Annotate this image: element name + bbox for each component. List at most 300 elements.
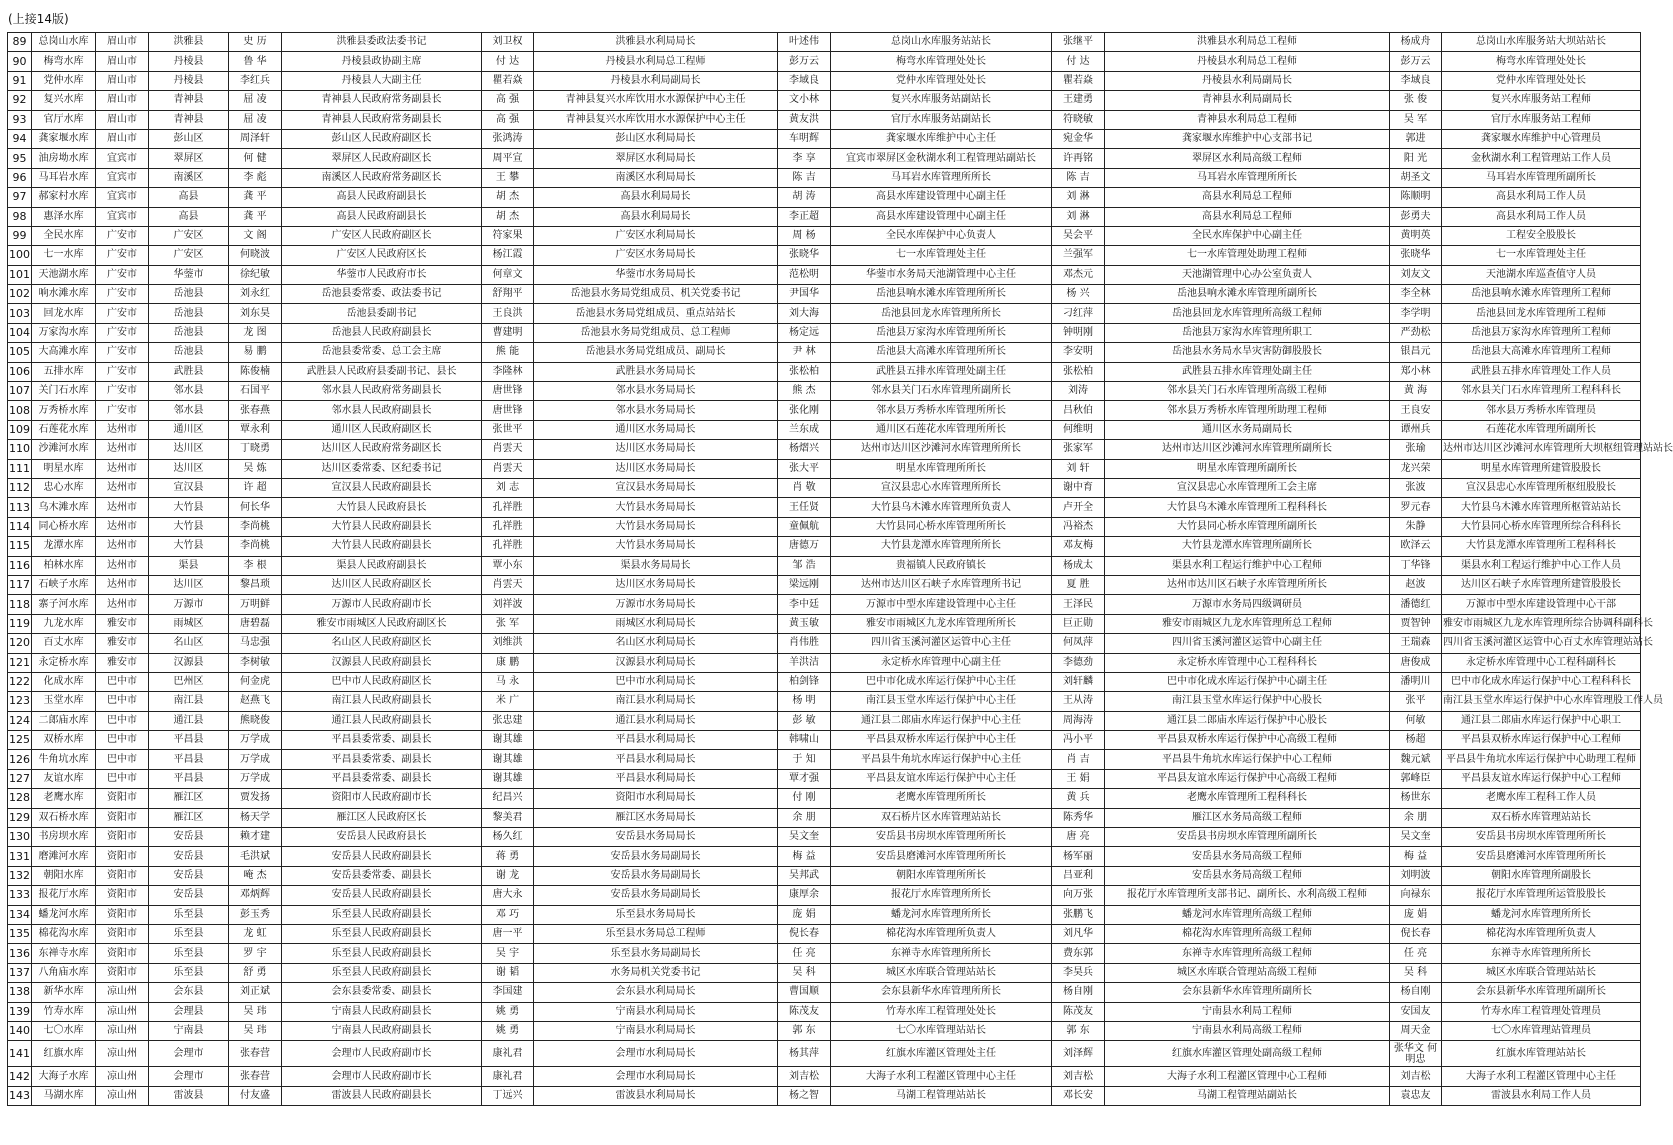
cell-gov-responsible-title: 南溪区人民政府常务副区长 [282, 168, 482, 187]
cell-dept-responsible-title: 宣汉县水务局局长 [534, 478, 778, 497]
cell-county: 会理县 [149, 1002, 229, 1021]
cell-tech-responsible-name: 向万张 [1052, 886, 1105, 905]
cell-dept-responsible-title: 广安区水利局局长 [534, 226, 778, 245]
cell-tech-responsible-title: 马湖工程管理站副站长 [1105, 1086, 1390, 1105]
cell-reservoir-name: 明星水库 [32, 459, 96, 478]
cell-dept-responsible-name: 谢 韬 [482, 963, 534, 982]
cell-patrol-responsible-title: 四川省玉溪河灌区运管中心百丈水库管理站站长 [1442, 634, 1641, 653]
cell-tech-responsible-title: 大竹县龙潭水库管理所副所长 [1105, 537, 1390, 556]
cell-mgmt-responsible-title: 老鹰水库管理所所长 [831, 789, 1052, 808]
cell-mgmt-responsible-name: 邹 浩 [778, 556, 831, 575]
table-row [8, 420, 1641, 439]
cell-dept-responsible-title: 雷波县水利局局长 [534, 1086, 778, 1105]
cell-tech-responsible-title: 青神县水利局总工程师 [1105, 110, 1390, 129]
cell-dept-responsible-title: 南江县水利局局长 [534, 692, 778, 711]
cell-tech-responsible-name: 刘凡华 [1052, 924, 1105, 943]
cell-city: 巴中市 [96, 769, 149, 788]
cell-patrol-responsible-title: 永定桥水库管理中心工程科副科长 [1442, 653, 1641, 672]
cell-mgmt-responsible-name: 覃才强 [778, 769, 831, 788]
cell-dept-responsible-title: 南溪区水利局局长 [534, 168, 778, 187]
cell-patrol-responsible-title: 邻水县万秀桥水库管理员 [1442, 401, 1641, 420]
cell-patrol-responsible-name: 郭峰臣 [1390, 769, 1442, 788]
cell-mgmt-responsible-title: 马耳岩水库管理所所长 [831, 168, 1052, 187]
table-row [8, 207, 1641, 226]
cell-dept-responsible-name: 肖雲天 [482, 440, 534, 459]
cell-patrol-responsible-title: 大竹县同心桥水库管理所综合科科长 [1442, 517, 1641, 536]
cell-patrol-responsible-title: 棉花沟水库管理所负责人 [1442, 924, 1641, 943]
cell-gov-responsible-name: 文 阁 [229, 226, 282, 245]
cell-reservoir-name: 七一水库 [32, 246, 96, 265]
cell-mgmt-responsible-name: 吴 科 [778, 963, 831, 982]
cell-gov-responsible-name: 黎昌琐 [229, 575, 282, 594]
cell-dept-responsible-title: 资阳市水利局局长 [534, 789, 778, 808]
cell-patrol-responsible-name: 郭进 [1390, 129, 1442, 148]
cell-gov-responsible-name: 赵燕飞 [229, 692, 282, 711]
cell-city: 广安市 [96, 265, 149, 284]
cell-row-number: 90 [8, 52, 32, 71]
cell-patrol-responsible-title: 渠县水利工程运行维护中心工作人员 [1442, 556, 1641, 575]
cell-mgmt-responsible-title: 岳池县响水滩水库管理所所长 [831, 285, 1052, 304]
reservoir-responsibility-table [7, 32, 1673, 1106]
cell-dept-responsible-title: 安岳县水务局局长 [534, 828, 778, 847]
cell-mgmt-responsible-name: 李正超 [778, 207, 831, 226]
cell-city: 广安市 [96, 285, 149, 304]
cell-dept-responsible-title: 翠屏区水利局局长 [534, 149, 778, 168]
cell-city: 广安市 [96, 343, 149, 362]
cell-reservoir-name: 关门石水库 [32, 382, 96, 401]
cell-dept-responsible-name: 孔祥胜 [482, 517, 534, 536]
cell-gov-responsible-title: 安岳县人民政府县长 [282, 828, 482, 847]
cell-row-number: 143 [8, 1086, 32, 1105]
cell-county: 雁江区 [149, 808, 229, 827]
cell-dept-responsible-title: 乐至县水务局局长 [534, 905, 778, 924]
cell-mgmt-responsible-title: 七一水库管理处主任 [831, 246, 1052, 265]
cell-mgmt-responsible-title: 永定桥水库管理中心副主任 [831, 653, 1052, 672]
cell-gov-responsible-title: 岳池县委副书记 [282, 304, 482, 323]
cell-city: 达州市 [96, 556, 149, 575]
cell-row-number: 101 [8, 265, 32, 284]
cell-gov-responsible-title: 翠屏区人民政府副区长 [282, 149, 482, 168]
cell-city: 雅安市 [96, 614, 149, 633]
cell-reservoir-name: 老鹰水库 [32, 789, 96, 808]
cell-dept-responsible-title: 岳池县水务局党组成员、副局长 [534, 343, 778, 362]
cell-mgmt-responsible-name: 尹国华 [778, 285, 831, 304]
cell-reservoir-name: 乌木滩水库 [32, 498, 96, 517]
cell-tech-responsible-name: 宛金华 [1052, 129, 1105, 148]
cell-gov-responsible-name: 何 健 [229, 149, 282, 168]
cell-county: 南江县 [149, 692, 229, 711]
cell-tech-responsible-name: 刘 轩 [1052, 459, 1105, 478]
cell-tech-responsible-name: 刘 淋 [1052, 207, 1105, 226]
cell-gov-responsible-title: 南江县人民政府副县长 [282, 692, 482, 711]
cell-mgmt-responsible-title: 大海子水利工程灌区管理中心主任 [831, 1067, 1052, 1086]
cell-county: 雨城区 [149, 614, 229, 633]
cell-gov-responsible-name: 万明鲜 [229, 595, 282, 614]
cell-mgmt-responsible-name: 任 亮 [778, 944, 831, 963]
cell-county: 会理市 [149, 1041, 229, 1067]
cell-dept-responsible-title: 会理市水利局局长 [534, 1041, 778, 1067]
cell-dept-responsible-title: 青神县复兴水库饮用水水源保护中心主任 [534, 110, 778, 129]
cell-row-number: 133 [8, 886, 32, 905]
cell-gov-responsible-name: 唐碧磊 [229, 614, 282, 633]
cell-gov-responsible-name: 李 彪 [229, 168, 282, 187]
cell-reservoir-name: 东禅寺水库 [32, 944, 96, 963]
cell-dept-responsible-title: 青神县复兴水库饮用水水源保护中心主任 [534, 91, 778, 110]
table-row [8, 323, 1641, 342]
cell-county: 巴州区 [149, 672, 229, 691]
cell-reservoir-name: 官厅水库 [32, 110, 96, 129]
cell-tech-responsible-title: 安岳县水务局高级工程师 [1105, 866, 1390, 885]
cell-patrol-responsible-title: 平昌县友谊水库运行保护中心工程师 [1442, 769, 1641, 788]
cell-county: 安岳县 [149, 828, 229, 847]
cell-dept-responsible-name: 肖雲天 [482, 575, 534, 594]
continuation-note: (上接14版) [8, 12, 69, 26]
cell-patrol-responsible-name: 吴 军 [1390, 110, 1442, 129]
cell-mgmt-responsible-name: 文小林 [778, 91, 831, 110]
cell-reservoir-name: 万家沟水库 [32, 323, 96, 342]
cell-reservoir-name: 石峡子水库 [32, 575, 96, 594]
table-row [8, 789, 1641, 808]
cell-mgmt-responsible-title: 平昌县友谊水库运行保护中心主任 [831, 769, 1052, 788]
cell-dept-responsible-name: 周平宣 [482, 149, 534, 168]
cell-patrol-responsible-name: 庞 娟 [1390, 905, 1442, 924]
cell-row-number: 112 [8, 478, 32, 497]
cell-dept-responsible-name: 唐世锋 [482, 401, 534, 420]
table-row [8, 634, 1641, 653]
cell-gov-responsible-title: 广安区人民政府区长 [282, 246, 482, 265]
cell-dept-responsible-name: 米 广 [482, 692, 534, 711]
cell-mgmt-responsible-name: 胡 涛 [778, 188, 831, 207]
cell-gov-responsible-title: 宁南县人民政府副县长 [282, 1002, 482, 1021]
cell-gov-responsible-title: 高县人民政府副县长 [282, 207, 482, 226]
cell-gov-responsible-title: 安岳县人民政府副县长 [282, 847, 482, 866]
cell-reservoir-name: 大高滩水库 [32, 343, 96, 362]
cell-gov-responsible-title: 邻水县人民政府常务副县长 [282, 382, 482, 401]
cell-row-number: 142 [8, 1067, 32, 1086]
table-row [8, 828, 1641, 847]
table-row [8, 808, 1641, 827]
cell-gov-responsible-title: 巴中市人民政府副区长 [282, 672, 482, 691]
cell-tech-responsible-name: 冯裕杰 [1052, 517, 1105, 536]
cell-patrol-responsible-title: 邻水县关门石水库管理所工程科科长 [1442, 382, 1641, 401]
cell-patrol-responsible-title: 岳池县回龙水库管理所工程师 [1442, 304, 1641, 323]
cell-tech-responsible-name: 李德劲 [1052, 653, 1105, 672]
cell-dept-responsible-name: 王良洪 [482, 304, 534, 323]
table-row [8, 517, 1641, 536]
cell-gov-responsible-title: 丹棱县人大副主任 [282, 71, 482, 90]
cell-gov-responsible-title: 达川区人民政府常务副区长 [282, 440, 482, 459]
cell-reservoir-name: 同心桥水库 [32, 517, 96, 536]
cell-patrol-responsible-name: 潘德红 [1390, 595, 1442, 614]
cell-gov-responsible-title: 青神县人民政府常务副县长 [282, 91, 482, 110]
cell-patrol-responsible-title: 宣汉县忠心水库管理所枢纽股股长 [1442, 478, 1641, 497]
cell-county: 安岳县 [149, 847, 229, 866]
cell-gov-responsible-title: 彭山区人民政府副区长 [282, 129, 482, 148]
cell-mgmt-responsible-name: 曹国顺 [778, 983, 831, 1002]
cell-tech-responsible-name: 陈秀华 [1052, 808, 1105, 827]
cell-mgmt-responsible-title: 武胜县五排水库管理处副主任 [831, 362, 1052, 381]
cell-gov-responsible-name: 周泽轩 [229, 129, 282, 148]
cell-dept-responsible-name: 唐世锋 [482, 382, 534, 401]
cell-row-number: 110 [8, 440, 32, 459]
cell-row-number: 94 [8, 129, 32, 148]
cell-dept-responsible-name: 高 强 [482, 110, 534, 129]
cell-mgmt-responsible-name: 陈茂友 [778, 1002, 831, 1021]
cell-mgmt-responsible-title: 七〇水库管理站站长 [831, 1021, 1052, 1040]
cell-county: 达川区 [149, 575, 229, 594]
cell-row-number: 93 [8, 110, 32, 129]
cell-dept-responsible-name: 刘祥波 [482, 595, 534, 614]
cell-tech-responsible-title: 东禅寺水库管理所高级工程师 [1105, 944, 1390, 963]
cell-tech-responsible-name: 刘泽辉 [1052, 1041, 1105, 1067]
cell-reservoir-name: 沙滩河水库 [32, 440, 96, 459]
cell-tech-responsible-title: 达州市达川区沙滩河水库管理所副所长 [1105, 440, 1390, 459]
cell-city: 达州市 [96, 537, 149, 556]
cell-patrol-responsible-name: 罗元春 [1390, 498, 1442, 517]
cell-gov-responsible-title: 会理市人民政府副市长 [282, 1041, 482, 1067]
cell-dept-responsible-name: 肖雲天 [482, 459, 534, 478]
cell-tech-responsible-title: 渠县水利工程运行维护中心工程师 [1105, 556, 1390, 575]
cell-patrol-responsible-name: 张平 [1390, 692, 1442, 711]
cell-patrol-responsible-title: 双石桥水库管理站站长 [1442, 808, 1641, 827]
cell-county: 邻水县 [149, 382, 229, 401]
table-row [8, 33, 1641, 52]
cell-dept-responsible-title: 达川区水务局局长 [534, 459, 778, 478]
cell-gov-responsible-title: 丹棱县政协副主席 [282, 52, 482, 71]
cell-dept-responsible-title: 广安区水务局局长 [534, 246, 778, 265]
cell-city: 巴中市 [96, 731, 149, 750]
cell-dept-responsible-title: 渠县水务局局长 [534, 556, 778, 575]
cell-county: 达川区 [149, 459, 229, 478]
cell-tech-responsible-name: 李昊兵 [1052, 963, 1105, 982]
cell-city: 达州市 [96, 478, 149, 497]
cell-dept-responsible-title: 会东县水利局局长 [534, 983, 778, 1002]
cell-patrol-responsible-title: 通江县二郎庙水库运行保护中心职工 [1442, 711, 1641, 730]
cell-tech-responsible-name: 张鹏飞 [1052, 905, 1105, 924]
cell-row-number: 135 [8, 924, 32, 943]
cell-gov-responsible-title: 通江县人民政府副县长 [282, 711, 482, 730]
cell-tech-responsible-title: 蟠龙河水库管理所高级工程师 [1105, 905, 1390, 924]
cell-tech-responsible-name: 卢开全 [1052, 498, 1105, 517]
cell-tech-responsible-title: 岳池县水务局水旱灾害防御股股长 [1105, 343, 1390, 362]
cell-tech-responsible-title: 岳池县万家沟水库管理所职工 [1105, 323, 1390, 342]
cell-gov-responsible-title: 雁江区人民政府区长 [282, 808, 482, 827]
cell-patrol-responsible-name: 欧泽云 [1390, 537, 1442, 556]
cell-gov-responsible-name: 史 历 [229, 33, 282, 52]
cell-mgmt-responsible-title: 棉花沟水库管理所负责人 [831, 924, 1052, 943]
cell-dept-responsible-title: 彭山区水利局局长 [534, 129, 778, 148]
cell-dept-responsible-name: 胡 杰 [482, 207, 534, 226]
cell-tech-responsible-name: 符晓敏 [1052, 110, 1105, 129]
cell-row-number: 123 [8, 692, 32, 711]
cell-row-number: 136 [8, 944, 32, 963]
cell-row-number: 108 [8, 401, 32, 420]
cell-dept-responsible-title: 大竹县水务局局长 [534, 498, 778, 517]
table-row [8, 343, 1641, 362]
table-row [8, 866, 1641, 885]
cell-dept-responsible-name: 唐大永 [482, 886, 534, 905]
cell-county: 乐至县 [149, 905, 229, 924]
cell-gov-responsible-title: 岳池县委常委、政法委书记 [282, 285, 482, 304]
table-row [8, 672, 1641, 691]
cell-mgmt-responsible-name: 杨熠兴 [778, 440, 831, 459]
cell-patrol-responsible-name: 朱静 [1390, 517, 1442, 536]
cell-dept-responsible-title: 邻水县水务局局长 [534, 382, 778, 401]
cell-patrol-responsible-title: 高县水利局工作人员 [1442, 207, 1641, 226]
cell-gov-responsible-name: 马忠强 [229, 634, 282, 653]
cell-patrol-responsible-title: 安岳县磨滩河水库管理所所长 [1442, 847, 1641, 866]
cell-gov-responsible-title: 万源市人民政府副市长 [282, 595, 482, 614]
cell-tech-responsible-name: 王泽民 [1052, 595, 1105, 614]
cell-mgmt-responsible-name: 倪长春 [778, 924, 831, 943]
cell-dept-responsible-name: 蒋 勇 [482, 847, 534, 866]
cell-patrol-responsible-name: 张 俊 [1390, 91, 1442, 110]
cell-mgmt-responsible-title: 明星水库管理所所长 [831, 459, 1052, 478]
table-row [8, 149, 1641, 168]
cell-county: 高县 [149, 207, 229, 226]
cell-row-number: 95 [8, 149, 32, 168]
cell-tech-responsible-name: 付 达 [1052, 52, 1105, 71]
cell-gov-responsible-title: 达川区人民政府副区长 [282, 575, 482, 594]
cell-row-number: 117 [8, 575, 32, 594]
cell-row-number: 106 [8, 362, 32, 381]
cell-patrol-responsible-name: 王良安 [1390, 401, 1442, 420]
cell-tech-responsible-title: 宁南县水利局高级工程师 [1105, 1021, 1390, 1040]
cell-patrol-responsible-name: 杨成舟 [1390, 33, 1442, 52]
cell-county: 安岳县 [149, 866, 229, 885]
cell-dept-responsible-title: 乐至县水务局副局长 [534, 944, 778, 963]
cell-row-number: 113 [8, 498, 32, 517]
cell-city: 资阳市 [96, 828, 149, 847]
table-row [8, 401, 1641, 420]
cell-city: 达州市 [96, 595, 149, 614]
cell-reservoir-name: 七〇水库 [32, 1021, 96, 1040]
cell-county: 通江县 [149, 711, 229, 730]
cell-dept-responsible-title: 达川区水务局局长 [534, 575, 778, 594]
cell-tech-responsible-title: 岳池县响水滩水库管理所副所长 [1105, 285, 1390, 304]
cell-gov-responsible-name: 毛洪斌 [229, 847, 282, 866]
cell-tech-responsible-title: 平昌县双桥水库运行保护中心高级工程师 [1105, 731, 1390, 750]
cell-patrol-responsible-title: 万源市中型水库建设管理中心干部 [1442, 595, 1641, 614]
cell-city: 资阳市 [96, 944, 149, 963]
table-row [8, 91, 1641, 110]
cell-mgmt-responsible-title: 报花厅水库管理所所长 [831, 886, 1052, 905]
cell-patrol-responsible-title: 马耳岩水库管理所副所长 [1442, 168, 1641, 187]
cell-county: 岳池县 [149, 304, 229, 323]
cell-gov-responsible-title: 会东县委常委、副县长 [282, 983, 482, 1002]
table-row [8, 575, 1641, 594]
cell-row-number: 134 [8, 905, 32, 924]
cell-gov-responsible-title: 邻水县人民政府副县长 [282, 401, 482, 420]
cell-tech-responsible-title: 安岳县书房坝水库管理所副所长 [1105, 828, 1390, 847]
cell-reservoir-name: 龙潭水库 [32, 537, 96, 556]
cell-tech-responsible-title: 高县水利局总工程师 [1105, 188, 1390, 207]
table-row [8, 653, 1641, 672]
cell-dept-responsible-name: 张忠建 [482, 711, 534, 730]
cell-city: 眉山市 [96, 71, 149, 90]
cell-mgmt-responsible-title: 梅弯水库管理处处长 [831, 52, 1052, 71]
cell-dept-responsible-name: 熊 能 [482, 343, 534, 362]
cell-patrol-responsible-name: 魏元斌 [1390, 750, 1442, 769]
cell-tech-responsible-name: 刘涛 [1052, 382, 1105, 401]
cell-city: 达州市 [96, 517, 149, 536]
cell-patrol-responsible-title: 老鹰水库工程科工作人员 [1442, 789, 1641, 808]
cell-tech-responsible-title: 全民水库保护中心副主任 [1105, 226, 1390, 245]
cell-reservoir-name: 九龙水库 [32, 614, 96, 633]
cell-mgmt-responsible-name: 吴文奎 [778, 828, 831, 847]
cell-row-number: 114 [8, 517, 32, 536]
cell-dept-responsible-title: 安岳县水务局副局长 [534, 847, 778, 866]
cell-tech-responsible-title: 通江县二郎庙水库运行保护中心股长 [1105, 711, 1390, 730]
cell-dept-responsible-title: 平昌县水利局局长 [534, 731, 778, 750]
cell-tech-responsible-name: 刁红萍 [1052, 304, 1105, 323]
cell-mgmt-responsible-name: 于 知 [778, 750, 831, 769]
table-row [8, 1067, 1641, 1086]
cell-city: 宜宾市 [96, 207, 149, 226]
cell-mgmt-responsible-name: 王任贤 [778, 498, 831, 517]
cell-patrol-responsible-title: 蟠龙河水库管理所所长 [1442, 905, 1641, 924]
cell-tech-responsible-title: 南江县玉堂水库运行保护中心股长 [1105, 692, 1390, 711]
cell-city: 凉山州 [96, 983, 149, 1002]
cell-city: 巴中市 [96, 692, 149, 711]
cell-gov-responsible-name: 徐纪敏 [229, 265, 282, 284]
cell-patrol-responsible-title: 安岳县书房坝水库管理所所长 [1442, 828, 1641, 847]
cell-gov-responsible-name: 杨天学 [229, 808, 282, 827]
cell-tech-responsible-title: 丹棱县水利局副局长 [1105, 71, 1390, 90]
cell-mgmt-responsible-name: 童佩航 [778, 517, 831, 536]
cell-county: 乐至县 [149, 944, 229, 963]
cell-gov-responsible-title: 武胜县人民政府县委副书记、县长 [282, 362, 482, 381]
cell-dept-responsible-name: 曹建明 [482, 323, 534, 342]
cell-reservoir-name: 五排水库 [32, 362, 96, 381]
cell-tech-responsible-title: 丹棱县水利局总工程师 [1105, 52, 1390, 71]
cell-gov-responsible-title: 宁南县人民政府副县长 [282, 1021, 482, 1040]
cell-mgmt-responsible-name: 柏剑锋 [778, 672, 831, 691]
cell-gov-responsible-name: 李尚桃 [229, 517, 282, 536]
cell-reservoir-name: 回龙水库 [32, 304, 96, 323]
cell-tech-responsible-title: 老鹰水库管理所工程科科长 [1105, 789, 1390, 808]
cell-dept-responsible-name: 杨久红 [482, 828, 534, 847]
table-row [8, 769, 1641, 788]
cell-tech-responsible-name: 王 娟 [1052, 769, 1105, 788]
cell-dept-responsible-title: 大竹县水务局局长 [534, 537, 778, 556]
cell-tech-responsible-title: 红旗水库灌区管理处副高级工程师 [1105, 1041, 1390, 1067]
cell-mgmt-responsible-title: 华蓥市水务局天池湖管理中心主任 [831, 265, 1052, 284]
cell-mgmt-responsible-title: 贵福镇人民政府镇长 [831, 556, 1052, 575]
cell-dept-responsible-title: 华蓥市水务局局长 [534, 265, 778, 284]
cell-tech-responsible-name: 肖 吉 [1052, 750, 1105, 769]
cell-patrol-responsible-title: 东禅寺水库管理所所长 [1442, 944, 1641, 963]
cell-patrol-responsible-name: 吴文奎 [1390, 828, 1442, 847]
cell-row-number: 139 [8, 1002, 32, 1021]
cell-dept-responsible-title: 雁江区水务局局长 [534, 808, 778, 827]
cell-row-number: 107 [8, 382, 32, 401]
cell-tech-responsible-name: 张松柏 [1052, 362, 1105, 381]
cell-mgmt-responsible-name: 车明辉 [778, 129, 831, 148]
cell-city: 资阳市 [96, 924, 149, 943]
cell-tech-responsible-title: 天池湖管理中心办公室负责人 [1105, 265, 1390, 284]
cell-dept-responsible-title: 平昌县水利局局长 [534, 750, 778, 769]
cell-patrol-responsible-name: 余 朋 [1390, 808, 1442, 827]
cell-dept-responsible-name: 符家果 [482, 226, 534, 245]
cell-tech-responsible-title: 洪雅县水利局总工程师 [1105, 33, 1390, 52]
cell-county: 通川区 [149, 420, 229, 439]
cell-tech-responsible-name: 陈茂友 [1052, 1002, 1105, 1021]
cell-tech-responsible-title: 会东县新华水库管理所副所长 [1105, 983, 1390, 1002]
cell-dept-responsible-name: 黎美君 [482, 808, 534, 827]
cell-dept-responsible-name: 康礼君 [482, 1041, 534, 1067]
cell-dept-responsible-title: 岳池县水务局党组成员、总工程师 [534, 323, 778, 342]
